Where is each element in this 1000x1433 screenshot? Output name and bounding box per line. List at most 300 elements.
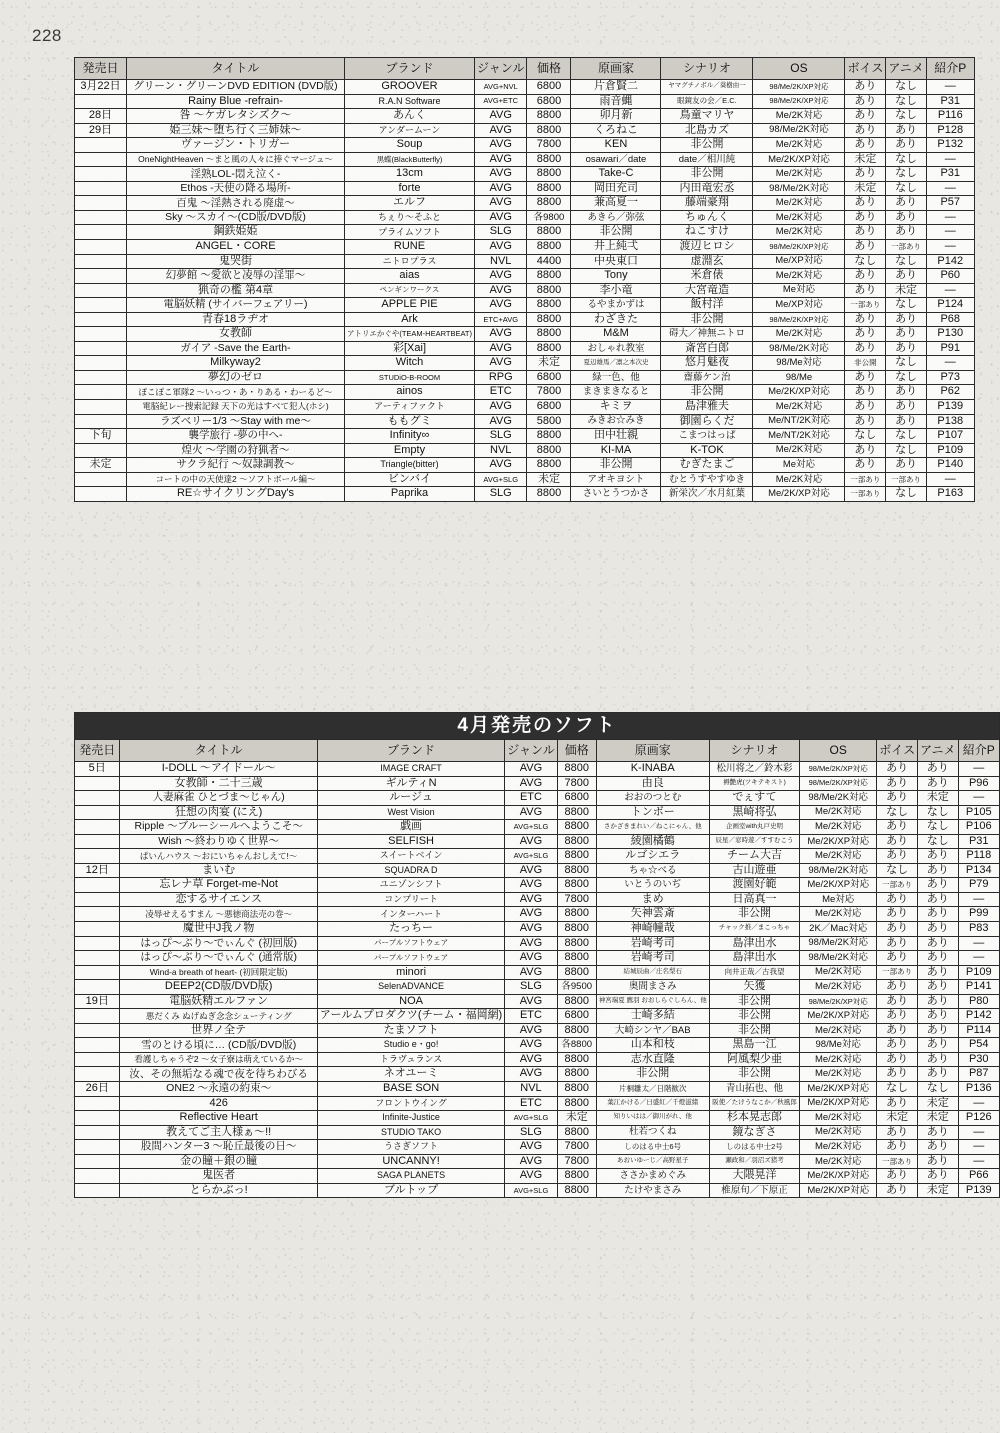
cell-intro-page: P107 (926, 429, 974, 444)
cell-price: 6800 (527, 370, 571, 385)
cell-artist: あきら／弥弦 (571, 210, 661, 225)
table-row (75, 863, 1000, 878)
cell-title: とらかぶっ! (120, 1183, 317, 1198)
cell-brand: 彩[Xai] (345, 341, 475, 356)
col-header-artist: 原画家 (571, 58, 661, 80)
cell-artist: 非公開 (596, 1067, 709, 1082)
cell-voice: あり (877, 1009, 918, 1024)
cell-genre: AVG (505, 951, 557, 966)
cell-artist: 杜若つくね (596, 1125, 709, 1140)
cell-scenario: 渡園好範 (709, 878, 800, 893)
cell-os: Me/2K対応 (800, 805, 877, 820)
cell-title: 夢幻のゼロ (127, 370, 345, 385)
cell-genre: NVL (505, 1082, 557, 1097)
cell-genre: AVG (475, 298, 527, 313)
cell-genre: AVG (475, 400, 527, 415)
cell-brand: R.A.N Software (345, 94, 475, 109)
cell-release-date (75, 1067, 120, 1082)
cell-voice: あり (845, 327, 886, 342)
cell-scenario: 眼鏡友の会／E.C. (661, 94, 753, 109)
cell-title: 姫三妹～堕ち行く三姉妹～ (127, 123, 345, 138)
cell-release-date (75, 138, 127, 153)
cell-anime: あり (918, 951, 958, 966)
cell-anime: なし (886, 94, 926, 109)
cell-intro-page: P31 (958, 834, 1000, 849)
col-header-artist: 原画家 (596, 740, 709, 762)
cell-voice: 非公開 (845, 356, 886, 371)
cell-artist: 神崎幢哉 (596, 922, 709, 937)
cell-intro-page: P114 (958, 1023, 1000, 1038)
cell-scenario: 飯村洋 (661, 298, 753, 313)
cell-artist: アオキヨシト (571, 472, 661, 487)
cell-os: 98/Me/2K対応 (753, 123, 845, 138)
cell-genre: AVG (475, 283, 527, 298)
cell-price: 6800 (557, 1009, 596, 1024)
april-releases-table (74, 739, 1000, 1198)
cell-release-date (75, 892, 120, 907)
cell-intro-page: P31 (926, 167, 974, 182)
cell-artist: ルゴシエラ (596, 849, 709, 864)
cell-intro-page: P68 (926, 312, 974, 327)
cell-release-date (75, 1140, 120, 1155)
cell-os: Me/NT/2K対応 (753, 429, 845, 444)
cell-price: 7800 (557, 892, 596, 907)
cell-title: OneNightHeaven ～まと風の人々に捧ぐマージュ～ (127, 152, 345, 167)
cell-anime: なし (886, 298, 926, 313)
cell-anime: なし (886, 356, 926, 371)
cell-price: 8800 (527, 327, 571, 342)
cell-scenario: 褥艶虎(ツキテキスト) (709, 776, 800, 791)
cell-scenario: 島津出水 (709, 951, 800, 966)
cell-anime: なし (886, 109, 926, 124)
cell-scenario: 島津出水 (709, 936, 800, 951)
cell-scenario: 渡辺ヒロシ (661, 240, 753, 255)
cell-scenario: 非公開 (709, 1009, 800, 1024)
cell-intro-page: P138 (926, 414, 974, 429)
cell-price: 8800 (557, 1169, 596, 1184)
cell-scenario: 非公開 (661, 312, 753, 327)
cell-os: Me/2K対応 (800, 980, 877, 995)
cell-anime: あり (918, 1125, 958, 1140)
cell-title: I-DOLL ～アイドール～ (120, 762, 317, 777)
cell-price: 8800 (557, 907, 596, 922)
cell-os: Me/2K対応 (753, 472, 845, 487)
table-row (75, 356, 975, 371)
cell-scenario: 阪使／たけうなこか／秋風郎 (709, 1096, 800, 1111)
cell-release-date (75, 820, 120, 835)
cell-price: 8800 (527, 341, 571, 356)
table-row (75, 834, 1000, 849)
cell-anime: あり (886, 123, 926, 138)
cell-voice: あり (877, 892, 918, 907)
cell-price: 6800 (527, 80, 571, 95)
cell-anime: あり (918, 1154, 958, 1169)
cell-title: まいむ (120, 863, 317, 878)
col-header-title: タイトル (127, 58, 345, 80)
cell-anime: 未定 (886, 283, 926, 298)
cell-artist: 夏辺雄馬／凛之本次史 (571, 356, 661, 371)
cell-intro-page: — (926, 240, 974, 255)
table-row (75, 907, 1000, 922)
cell-genre: AVG (505, 965, 557, 980)
cell-os: 98/Me/2K/XP対応 (800, 994, 877, 1009)
cell-artist: キミヲ (571, 400, 661, 415)
cell-os: Me/2K対応 (800, 907, 877, 922)
cell-artist: るやまかずは (571, 298, 661, 313)
table-row (75, 878, 1000, 893)
table-row (75, 327, 975, 342)
table-row (75, 312, 975, 327)
table-row (75, 138, 975, 153)
cell-intro-page: P130 (926, 327, 974, 342)
cell-release-date: 未定 (75, 458, 127, 473)
cell-os: Me/2K対応 (800, 1023, 877, 1038)
cell-title: 電脳紀レー捜索記録 天下の光はすべて犯人(ホシ) (127, 400, 345, 415)
cell-release-date (75, 487, 127, 502)
cell-release-date (75, 776, 120, 791)
cell-price: 8800 (557, 965, 596, 980)
cell-intro-page: P99 (958, 907, 1000, 922)
table-row (75, 936, 1000, 951)
cell-os: 98/Me/2K対応 (800, 863, 877, 878)
cell-voice: 一部あり (845, 487, 886, 502)
cell-voice: あり (877, 1140, 918, 1155)
table-row (75, 123, 975, 138)
cell-release-date (75, 240, 127, 255)
cell-genre: AVG (475, 327, 527, 342)
cell-brand: インターハート (317, 907, 504, 922)
cell-brand: Infinite-Justice (317, 1111, 504, 1126)
cell-brand: Witch (345, 356, 475, 371)
cell-voice: 未定 (845, 181, 886, 196)
cell-anime: あり (886, 400, 926, 415)
cell-anime: あり (918, 776, 958, 791)
cell-release-date: 3月22日 (75, 80, 127, 95)
cell-price: 8800 (527, 283, 571, 298)
cell-brand: たまソフト (317, 1023, 504, 1038)
table-row (75, 341, 975, 356)
col-header-price: 価格 (527, 58, 571, 80)
cell-price: 8800 (527, 152, 571, 167)
cell-anime: あり (886, 341, 926, 356)
cell-os: Me/2K/XP対応 (800, 834, 877, 849)
cell-artist: 岩崎考司 (596, 951, 709, 966)
cell-genre: ETC (505, 1096, 557, 1111)
cell-price: 8800 (527, 312, 571, 327)
cell-release-date (75, 936, 120, 951)
cell-title: DEEP2(CD版/DVD版) (120, 980, 317, 995)
cell-brand: たっちー (317, 922, 504, 937)
cell-scenario: 内田竜宏丞 (661, 181, 753, 196)
table-row (75, 429, 975, 444)
cell-brand: 13cm (345, 167, 475, 182)
cell-voice: なし (877, 863, 918, 878)
cell-brand: アトリエかぐや(TEAM-HEARTBEAT) (345, 327, 475, 342)
cell-scenario: 島津雅夫 (661, 400, 753, 415)
cell-brand: パープルソフトウェア (317, 936, 504, 951)
cell-title: 鋼鉄姫姫 (127, 225, 345, 240)
table-row (75, 443, 975, 458)
cell-intro-page: P60 (926, 269, 974, 284)
col-header-voice: ボイス (845, 58, 886, 80)
cell-scenario: 鳥童マリヤ (661, 109, 753, 124)
table-row (75, 1183, 1000, 1198)
cell-release-date (75, 370, 127, 385)
col-header-genre: ジャンル (505, 740, 557, 762)
cell-intro-page: P109 (958, 965, 1000, 980)
cell-title: ANGEL・CORE (127, 240, 345, 255)
cell-anime: あり (918, 892, 958, 907)
cell-price: 8800 (557, 922, 596, 937)
cell-title: ONE2 ～永遠の約束～ (120, 1082, 317, 1097)
cell-intro-page: P132 (926, 138, 974, 153)
cell-artist: 兼高夏一 (571, 196, 661, 211)
cell-title: はっぴ～ぶり～でぃんぐ (初回版) (120, 936, 317, 951)
table-row (75, 458, 975, 473)
cell-title: 世界ノ全テ (120, 1023, 317, 1038)
cell-anime: 一部あり (886, 240, 926, 255)
cell-release-date (75, 472, 127, 487)
cell-artist: まめ (596, 892, 709, 907)
cell-os: Me/2K対応 (753, 167, 845, 182)
cell-scenario: 向井正哉／古我望 (709, 965, 800, 980)
cell-genre: AVG (475, 138, 527, 153)
cell-voice: あり (845, 414, 886, 429)
cell-release-date (75, 341, 127, 356)
cell-release-date (75, 951, 120, 966)
cell-os: Me/2K対応 (753, 443, 845, 458)
table-row (75, 1154, 1000, 1169)
cell-scenario: むとうすやすゆき (661, 472, 753, 487)
cell-intro-page: — (958, 951, 1000, 966)
cell-voice: あり (845, 109, 886, 124)
cell-genre: RPG (475, 370, 527, 385)
cell-scenario: 古山遊亜 (709, 863, 800, 878)
cell-genre: AVG (505, 834, 557, 849)
table-row (75, 370, 975, 385)
cell-anime: あり (918, 1140, 958, 1155)
cell-intro-page: P128 (926, 123, 974, 138)
cell-voice: あり (877, 936, 918, 951)
cell-scenario: 黒島一江 (709, 1038, 800, 1053)
table-row (75, 1023, 1000, 1038)
cell-anime: なし (886, 487, 926, 502)
cell-title: 女教師 (127, 327, 345, 342)
cell-genre: AVG+SLG (505, 820, 557, 835)
cell-os: Me/2K対応 (753, 269, 845, 284)
cell-scenario: 藤端豪翔 (661, 196, 753, 211)
col-header-genre: ジャンル (475, 58, 527, 80)
cell-title: 襲学旅行 -夢の中へ- (127, 429, 345, 444)
cell-genre: AVG (505, 863, 557, 878)
cell-scenario: 鏡なぎさ (709, 1125, 800, 1140)
cell-genre: AVG+NVL (475, 80, 527, 95)
cell-release-date: 29日 (75, 123, 127, 138)
cell-os: Me/2K対応 (800, 1052, 877, 1067)
cell-anime: あり (886, 269, 926, 284)
cell-title: サクラ紀行 ～奴隷調教～ (127, 458, 345, 473)
cell-title: 淫熟LOL-悶え泣く- (127, 167, 345, 182)
cell-intro-page: P80 (958, 994, 1000, 1009)
cell-brand: Ark (345, 312, 475, 327)
cell-artist: 士崎多結 (596, 1009, 709, 1024)
cell-voice: あり (845, 283, 886, 298)
cell-brand: フロントウイング (317, 1096, 504, 1111)
cell-os: Me対応 (753, 283, 845, 298)
cell-artist: 非公開 (571, 225, 661, 240)
cell-title: Milkyway2 (127, 356, 345, 371)
cell-genre: SLG (475, 429, 527, 444)
cell-voice: あり (845, 225, 886, 240)
table-row (75, 1169, 1000, 1184)
cell-os: Me/XP対応 (753, 298, 845, 313)
cell-voice: なし (845, 429, 886, 444)
cell-price: 8800 (557, 1082, 596, 1097)
cell-price: 8800 (557, 863, 596, 878)
cell-artist: トンボー (596, 805, 709, 820)
cell-voice: あり (877, 1038, 918, 1053)
cell-intro-page: P126 (958, 1111, 1000, 1126)
cell-intro-page: P66 (958, 1169, 1000, 1184)
cell-anime: 未定 (918, 791, 958, 806)
cell-artist: M&M (571, 327, 661, 342)
cell-scenario: ちゅんく (661, 210, 753, 225)
cell-title: Rainy Blue -refrain- (127, 94, 345, 109)
cell-anime: なし (918, 1082, 958, 1097)
cell-anime: あり (918, 849, 958, 864)
cell-intro-page: P106 (958, 820, 1000, 835)
cell-genre: AVG (475, 109, 527, 124)
cell-artist: 神宮瑞夏 鷹羽 おおしらぐしらん、他 (596, 994, 709, 1009)
cell-title: 汝、その無垢なる魂で夜を待ちわびる (120, 1067, 317, 1082)
cell-price: 8800 (527, 487, 571, 502)
cell-price: 8800 (527, 269, 571, 284)
cell-genre: ETC (475, 385, 527, 400)
cell-voice: あり (845, 123, 886, 138)
cell-anime: あり (886, 196, 926, 211)
cell-title: 鬼哭街 (127, 254, 345, 269)
cell-anime: 未定 (918, 1096, 958, 1111)
col-header-brand: ブランド (345, 58, 475, 80)
cell-genre: SLG (475, 487, 527, 502)
cell-voice: 一部あり (877, 1154, 918, 1169)
cell-voice: あり (845, 312, 886, 327)
cell-price: 7800 (557, 776, 596, 791)
cell-artist: 非公開 (571, 458, 661, 473)
cell-release-date (75, 834, 120, 849)
cell-intro-page: — (926, 283, 974, 298)
cell-intro-page: P54 (958, 1038, 1000, 1053)
cell-os: 98/Me/2K/XP対応 (753, 80, 845, 95)
cell-title: 看護しちゃうぞ2 ～女子寮は萌えているか～ (120, 1052, 317, 1067)
cell-release-date (75, 94, 127, 109)
cell-artist: 雨音蝿 (571, 94, 661, 109)
cell-intro-page: P142 (958, 1009, 1000, 1024)
cell-scenario: 御園らくだ (661, 414, 753, 429)
cell-os: 98/Me対応 (753, 356, 845, 371)
cell-brand: minori (317, 965, 504, 980)
cell-genre: AVG (475, 341, 527, 356)
cell-genre: AVG (505, 892, 557, 907)
cell-brand: forte (345, 181, 475, 196)
cell-scenario: しのはる中士2号 (709, 1140, 800, 1155)
cell-voice: あり (845, 196, 886, 211)
cell-scenario: 碍大／神無ニトロ (661, 327, 753, 342)
cell-os: 98/Me/2K/XP対応 (800, 762, 877, 777)
cell-artist: たけやまさみ (596, 1183, 709, 1198)
cell-genre: AVG+SLG (475, 472, 527, 487)
cell-artist: さかざきまれい／ねこにゃん、他 (596, 820, 709, 835)
cell-genre: AVG (475, 269, 527, 284)
cell-scenario: 日高真一 (709, 892, 800, 907)
cell-voice: あり (877, 980, 918, 995)
cell-price: 8800 (527, 167, 571, 182)
cell-release-date: 5日 (75, 762, 120, 777)
cell-scenario: 矢獲 (709, 980, 800, 995)
cell-artist: おおのつとむ (596, 791, 709, 806)
cell-release-date (75, 312, 127, 327)
cell-intro-page: — (926, 80, 974, 95)
march-releases-section (74, 57, 975, 502)
cell-os: Me/2K対応 (753, 327, 845, 342)
cell-brand: 戯画 (317, 820, 504, 835)
cell-intro-page: P31 (926, 94, 974, 109)
cell-voice: あり (877, 1023, 918, 1038)
cell-artist: さいとうつかさ (571, 487, 661, 502)
cell-anime: 一部あり (886, 472, 926, 487)
cell-genre: AVG (505, 907, 557, 922)
cell-brand: プライムソフト (345, 225, 475, 240)
cell-release-date (75, 878, 120, 893)
cell-release-date (75, 152, 127, 167)
cell-price: 5800 (527, 414, 571, 429)
cell-intro-page: P139 (958, 1183, 1000, 1198)
cell-price: 8800 (557, 1023, 596, 1038)
cell-artist: ささかまめぐみ (596, 1169, 709, 1184)
cell-os: Me/2K対応 (800, 1154, 877, 1169)
cell-scenario: 大隈晃洋 (709, 1169, 800, 1184)
cell-title: 凌辱せえるすまん ～悪徳商法売の巻～ (120, 907, 317, 922)
cell-voice: あり (877, 849, 918, 864)
cell-os: Me/NT/2K対応 (753, 414, 845, 429)
cell-anime: あり (886, 327, 926, 342)
cell-voice: あり (877, 994, 918, 1009)
cell-os: 98/Me/2K対応 (753, 181, 845, 196)
table-row (75, 298, 975, 313)
cell-genre: AVG (505, 994, 557, 1009)
cell-artist: 井上純弌 (571, 240, 661, 255)
cell-brand: ビンバイ (345, 472, 475, 487)
cell-artist: ちゃ☆べる (596, 863, 709, 878)
cell-anime: あり (918, 1169, 958, 1184)
cell-title: 金の瞳＋銀の瞳 (120, 1154, 317, 1169)
cell-title: 百鬼 ～淫熱される廃虚～ (127, 196, 345, 211)
cell-artist: 緑一色、他 (571, 370, 661, 385)
cell-intro-page: — (926, 225, 974, 240)
table-row (75, 980, 1000, 995)
cell-voice: なし (845, 254, 886, 269)
table-row (75, 994, 1000, 1009)
cell-os: 98/Me/2K/XP対応 (753, 94, 845, 109)
cell-brand: NOA (317, 994, 504, 1009)
cell-artist: KI-MA (571, 443, 661, 458)
cell-intro-page: — (958, 1154, 1000, 1169)
cell-scenario: 北島カズ (661, 123, 753, 138)
cell-voice: 未定 (877, 1111, 918, 1126)
table-row (75, 1111, 1000, 1126)
cell-release-date (75, 269, 127, 284)
cell-intro-page: P118 (958, 849, 1000, 864)
